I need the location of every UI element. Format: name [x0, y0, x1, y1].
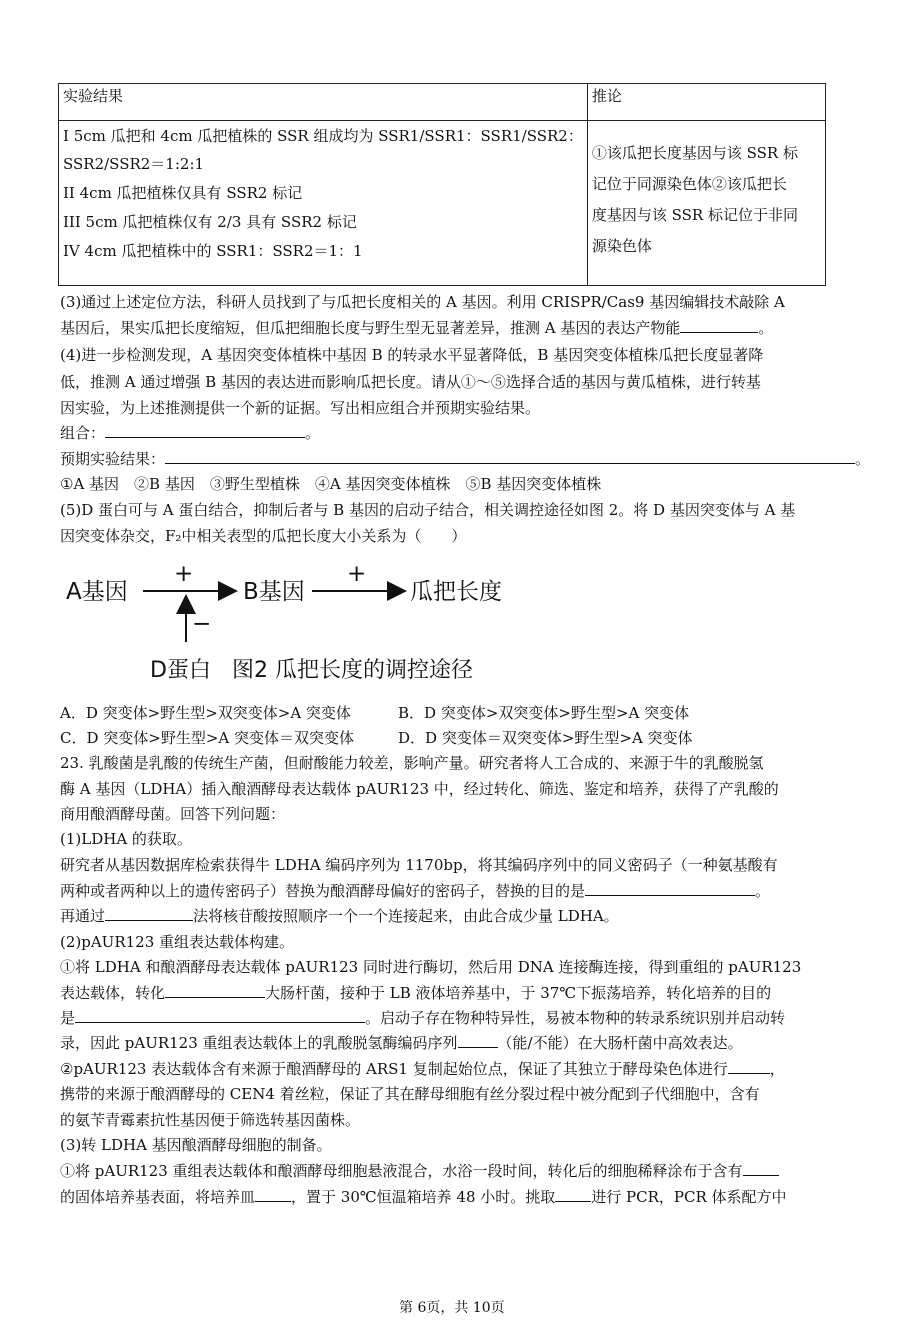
q4-line-1: (4)进一步检测发现，A 基因突变体植株中基因 B 的转录水平显著降低，B 基因突变体植株瓜把长度显著降 [60, 346, 764, 364]
inference-line-2: 记位于同源染色体②该瓜把长 [591, 175, 787, 193]
q23-line-9: ①将 LDHA 和酿酒酵母表达载体 pAUR123 同时进行酶切，然后用 DNA 连接酶连接，得到重组的 pAUR123 [60, 958, 802, 976]
q23-section-2: (2)pAUR123 重组表达载体构建。 [60, 933, 295, 951]
page-number: 第 6页，共 10页 [399, 1300, 505, 1316]
inference-line-3: 度基因与该 SSR 标记位于非同 [591, 206, 798, 224]
answer-blank[interactable] [728, 1059, 770, 1074]
node-d-protein: D蛋白 [150, 658, 211, 683]
q23-line-1: 23. 乳酸菌是乳酸的传统生产菌，但耐酸能力较差，影响产量。研究者将人工合成的、来源于牛的乳酸脱氢 [60, 754, 764, 772]
q23-section-3: (3)转 LDHA 基因酿酒酵母细胞的制备。 [60, 1136, 332, 1154]
q23-line-18: 的固体培养基表面，将培养皿 ，置于 30℃恒温箱培养 48 小时。挑取 进行 PCR，PCR 体系配方中 [60, 1188, 787, 1206]
figure-caption: 图2 瓜把长度的调控途径 [232, 658, 473, 683]
q3-line-1: (3)通过上述定位方法，科研人员找到了与瓜把长度相关的 A 基因。利用 CRISPR/Cas9 基因编辑技术敲除 A [60, 293, 785, 311]
q23-line-13: ②pAUR123 表达载体含有来源于酿酒酵母的 ARS1 复制起始位点，保证了其独立于酵母染色体进行 ， [60, 1060, 785, 1078]
result-line-3: II 4cm 瓜把植株仅具有 SSR2 标记 [63, 184, 303, 202]
choice-b[interactable]: B．D 突变体>双突变体>野生型>A 突变体 [398, 704, 690, 722]
expected-line: 预期实验结果： 。 [60, 450, 871, 468]
answer-blank[interactable] [105, 906, 193, 921]
answer-blank[interactable] [165, 983, 265, 998]
inference-line-4: 源染色体 [591, 237, 652, 255]
q23-line-15: 的氨苄青霉素抗性基因便于筛选转基因菌株。 [60, 1111, 361, 1129]
q23-line-17: ①将 pAUR123 重组表达载体和酿酒酵母细胞悬液混合，水浴一段时间，转化后的细胞稀释涂布于含有 [60, 1161, 779, 1181]
q23-line-10: 表达载体，转化 大肠杆菌，接种于 LB 液体培养基中，于 37℃下振荡培养，转化培养的目的 [60, 984, 772, 1002]
answer-blank[interactable] [458, 1033, 498, 1048]
q5-line-2: 因突变体杂交，F₂中相关表型的瓜把长度大小关系为（ ） [60, 527, 467, 545]
q23-line-5: 研究者从基因数据库检索获得牛 LDHA 编码序列为 1170bp，将其编码序列中的同义密码子（一种氨基酸有 [60, 856, 778, 874]
node-a-gene: A基因 [66, 579, 128, 605]
result-line-1: I 5cm 瓜把和 4cm 瓜把植株的 SSR 组成均为 SSR1/SSR1：SSR1/SSR2： [63, 127, 583, 145]
answer-blank[interactable] [255, 1187, 291, 1202]
results-table [58, 83, 826, 286]
q4-line-3: 因实验，为上述推测提供一个新的证据。写出相应组合并预期实验结果。 [60, 399, 541, 417]
q23-line-12: 录，因此 pAUR123 重组表达载体上的乳酸脱氢酶编码序列 （能/不能）在大肠杆菌中高效表达。 [60, 1034, 743, 1052]
plus-sign-2: + [347, 561, 367, 587]
expected-blank[interactable] [165, 449, 855, 464]
q23-line-11: 是 。启动子存在物种特异性，易被本物种的转录系统识别并启动转 [60, 1009, 786, 1027]
q4-line-2: 低，推测 A 通过增强 B 基因的表达进而影响瓜把长度。请从①～⑤选择合适的基因与黄瓜植株，进行转基 [60, 373, 761, 391]
table-inference-cell [587, 121, 825, 286]
table-header-inference: 推论 [587, 84, 825, 121]
q3-line-2: 基因后，果实瓜把长度缩短，但瓜把细胞长度与野生型无显著差异，推测 A 基因的表达产物能 。 [60, 319, 774, 337]
choice-a[interactable]: A．D 突变体>野生型>双突变体>A 突变体 [60, 704, 351, 722]
answer-blank[interactable] [743, 1161, 779, 1176]
q23-section-1: (1)LDHA 的获取。 [60, 830, 192, 848]
answer-blank[interactable] [555, 1187, 591, 1202]
answer-blank[interactable] [75, 1008, 365, 1023]
result-line-4: III 5cm 瓜把植株仅有 2/3 具有 SSR2 标记 [63, 213, 357, 231]
combo-blank[interactable] [105, 423, 305, 438]
minus-sign: − [192, 611, 212, 637]
result-line-2: SSR2/SSR2＝1:2:1 [63, 155, 205, 173]
q23-line-2: 酶 A 基因（LDHA）插入酿酒酵母表达载体 pAUR123 中，经过转化、筛选、鉴定和培养，获得了产乳酸的 [60, 780, 779, 798]
combo-line: 组合： 。 [60, 424, 321, 442]
choice-c[interactable]: C．D 突变体>野生型>A 突变体＝双突变体 [60, 729, 355, 747]
result-line-5: IV 4cm 瓜把植株中的 SSR1：SSR2＝1：1 [63, 242, 363, 260]
answer-blank[interactable] [680, 318, 758, 333]
node-b-gene: B基因 [243, 579, 305, 605]
table-header-result: 实验结果 [59, 84, 588, 121]
options-line: ①A 基因 ②B 基因 ③野生型植株 ④A 基因突变体植株 ⑤B 基因突变体植株 [60, 475, 602, 493]
q23-line-7: 再通过 法将核苷酸按照顺序一个一个连接起来，由此合成少量 LDHA。 [60, 907, 619, 925]
node-length: 瓜把长度 [410, 579, 502, 605]
plus-sign-1: + [174, 561, 194, 587]
choice-d[interactable]: D．D 突变体＝双突变体>野生型>A 突变体 [398, 729, 693, 747]
q5-line-1: (5)D 蛋白可与 A 蛋白结合，抑制后者与 B 基因的启动子结合，相关调控途径如图 2。将 D 基因突变体与 A 基 [60, 501, 796, 519]
q23-line-6: 两种或者两种以上的遗传密码子）替换为酿酒酵母偏好的密码子，替换的目的是 。 [60, 882, 771, 900]
answer-blank[interactable] [585, 881, 755, 896]
q23-line-14: 携带的来源于酿酒酵母的 CEN4 着丝粒，保证了其在酵母细胞有丝分裂过程中被分配到子代细胞中，含有 [60, 1085, 760, 1103]
inference-line-1: ①该瓜把长度基因与该 SSR 标 [591, 144, 798, 162]
q23-line-3: 商用酿酒酵母菌。回答下列问题： [60, 805, 286, 823]
table-results-cell [59, 121, 588, 286]
